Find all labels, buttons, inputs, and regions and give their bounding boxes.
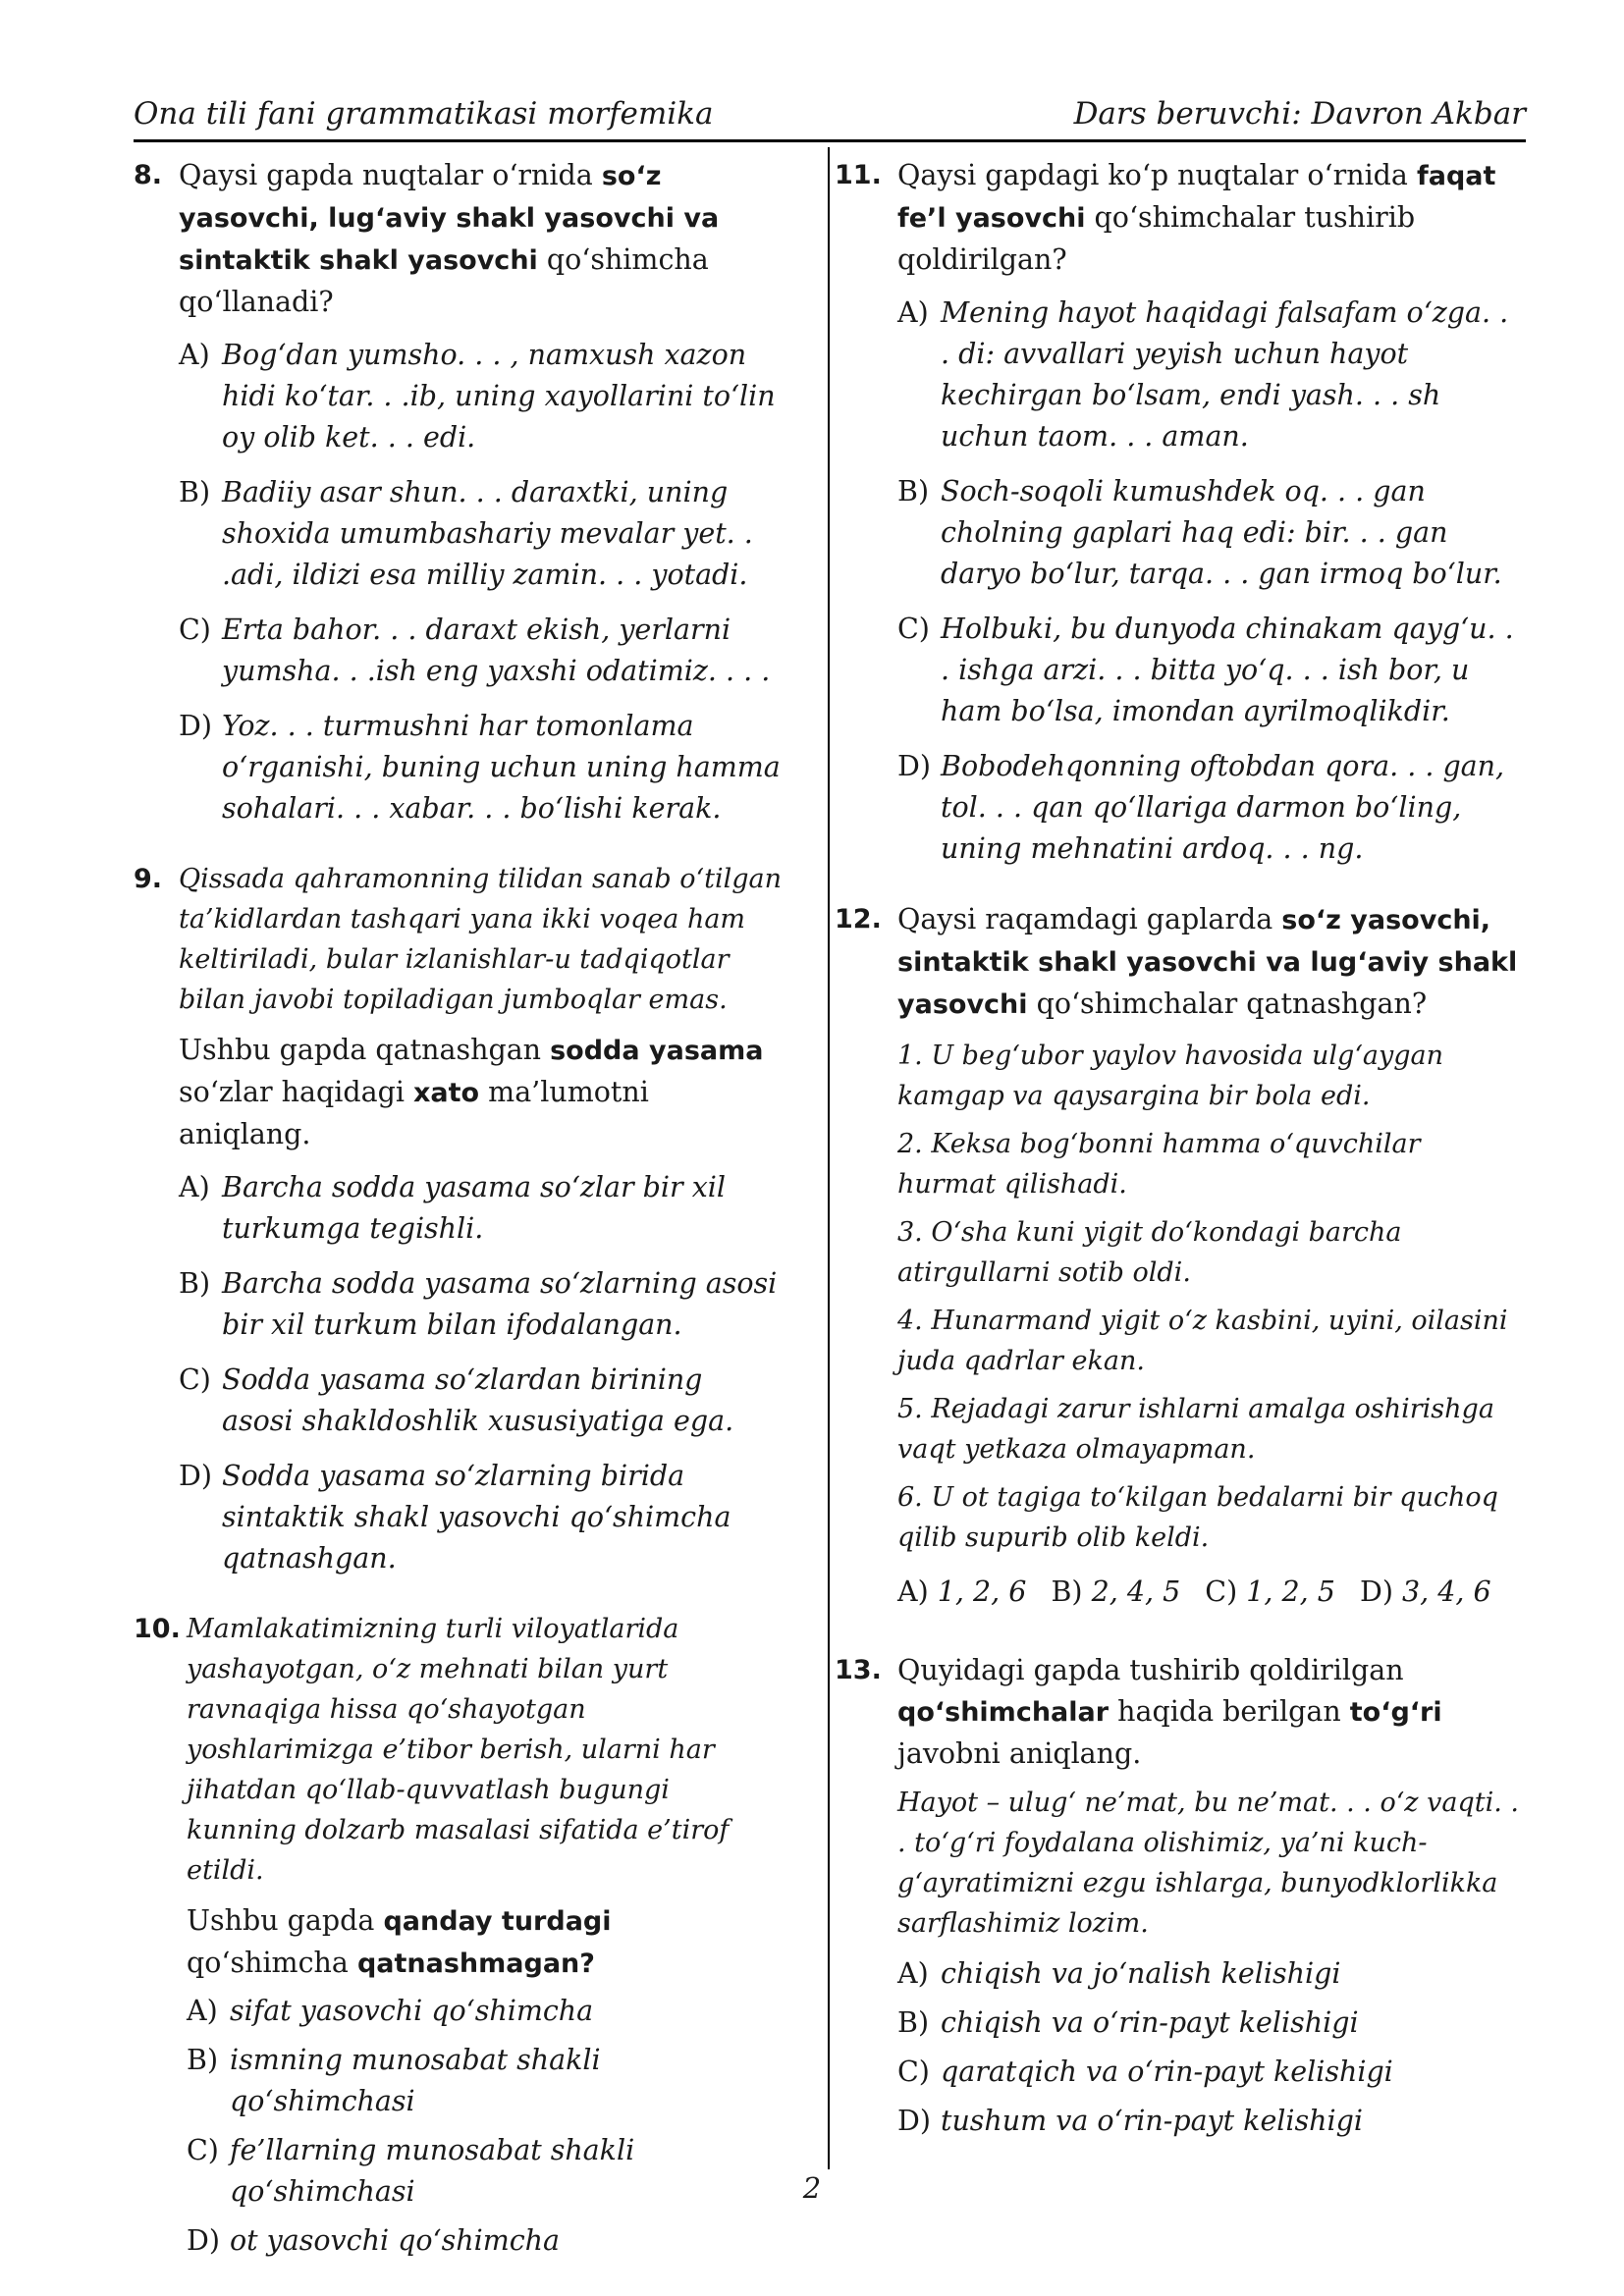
options xyxy=(897,1572,1526,1613)
option-b[interactable]: B) Soch-soqoli kumushdek oq. . . gan cholning gaplari haq edi: bir. . . gan daryo bo‘lur, tarqa. . . gan irmoq bo‘lur. xyxy=(897,475,1502,590)
question-sentence: Mamlakatimizning turli viloyatlarida yashayotgan, o‘z mehnati bilan yurt ravnaqiga hissa qo‘shayotgan yoshlarimizga e’tibor berish, ularni har jihatdan qo‘llab-quvvatlash bugungi kunning dolzarb masalasi sifatida e’tirof etildi. xyxy=(187,1614,730,1886)
header-rule xyxy=(134,139,1526,142)
options xyxy=(179,1167,782,1579)
header-title: Ona tili fani grammatikasi morfemika xyxy=(134,96,714,132)
numbered-sentence: 1. U beg‘ubor yaylov havosida ulg‘aygan kamgap va qaysargina bir bola edi. xyxy=(897,1041,1444,1111)
question-text: Ushbu gapda qatnashgan sodda yasama so‘zlar haqidagi xato ma’lumotni aniqlang. xyxy=(179,1034,764,1150)
question-number: 8. xyxy=(134,160,163,190)
option-c[interactable]: C) qaratqich va o‘rin-payt kelishigi xyxy=(897,2056,1393,2088)
option-d[interactable]: D) Bobodehqonning oftobdan qora. . . gan, tol. . . qan qo‘llariga darmon bo‘ling, uning mehnatini ardoq. . . ng. xyxy=(897,750,1505,865)
option-a[interactable]: A) 1, 2, 6 xyxy=(897,1575,1027,1608)
option-a[interactable]: A) Mening hayot haqidagi falsafam o‘zga. . . di: avvallari yeyish uchun hayot kechirgan bo‘lsam, endi yash. . . sh uchun taom. . . aman. xyxy=(897,296,1509,453)
option-a[interactable]: A) chiqish va jo‘nalish kelishigi xyxy=(897,1957,1341,1990)
options xyxy=(897,293,1526,870)
options xyxy=(179,335,782,829)
option-c[interactable]: C) Sodda yasama so‘zlardan birining asosi shakldoshlik xususiyatiga ega. xyxy=(179,1363,734,1437)
question-text: Qaysi gapdagi ko‘p nuqtalar o‘rnida faqat fe’l yasovchi qo‘shimchalar tushirib qoldirilgan? xyxy=(897,159,1496,276)
question-sentence: Qissada qahramonning tilidan sanab o‘tilgan ta’kidlardan tashqari yana ikki voqea ham keltiriladi, bular izlanishlar-u tadqiqotlar bilan javobi topiladigan jumboqlar emas. xyxy=(179,864,782,1015)
option-d[interactable]: D) 3, 4, 6 xyxy=(1360,1575,1491,1608)
question-text: Quyidagi gapda tushirib qoldirilgan qo‘shimchalar haqida berilgan to‘g‘ri javobni aniqlang. xyxy=(897,1654,1442,1770)
question-10 xyxy=(134,1609,782,2262)
numbered-sentence: 2. Keksa bog‘bonni hamma o‘quvchilar hurmat qilishadi. xyxy=(897,1129,1421,1200)
numbered-sentence: 6. U ot tagiga to‘kilgan bedalarni bir quchoq qilib supurib olib keldi. xyxy=(897,1482,1498,1553)
option-c[interactable]: C) Erta bahor. . . daraxt ekish, yerlarni yumsha. . .ish eng yaxshi odatimiz. . . . xyxy=(179,614,771,687)
option-a[interactable]: A) sifat yasovchi qo‘shimcha xyxy=(187,1995,594,2027)
option-a[interactable]: A) Bog‘dan yumsho. . . , namxush xazon hidi ko‘tar. . .ib, uning xayollarini to‘lin oy olib ket. . . edi. xyxy=(179,339,776,454)
question-number: 9. xyxy=(134,864,163,894)
question-text: Qaysi gapda nuqtalar o‘rnida so‘z yasovchi, lug‘aviy shakl yasovchi va sintaktik shakl yasovchi qo‘shimcha qo‘llanadi? xyxy=(179,159,720,318)
question-8 xyxy=(134,155,782,829)
option-c[interactable]: C) fe’llarning munosabat shakli qo‘shimchasi xyxy=(187,2134,635,2208)
options xyxy=(897,1953,1526,2142)
option-b[interactable]: B) 2, 4, 5 xyxy=(1051,1575,1181,1608)
option-b[interactable]: B) Barcha sodda yasama so‘zlarning asosi bir xil turkum bilan ifodalangan. xyxy=(179,1267,778,1341)
question-12 xyxy=(835,899,1526,1613)
options xyxy=(187,1991,782,2262)
sentence-list xyxy=(897,1036,1526,1558)
option-d[interactable]: D) tushum va o‘rin-payt kelishigi xyxy=(897,2105,1363,2137)
right-column xyxy=(835,155,1526,2150)
question-11 xyxy=(835,155,1526,870)
option-a[interactable]: A) Barcha sodda yasama so‘zlar bir xil turkumga tegishli. xyxy=(179,1171,727,1245)
option-d[interactable]: D) Yoz. . . turmushni har tomonlama o‘rganishi, buning uchun uning hamma sohalari. . . xabar. . . bo‘lishi kerak. xyxy=(179,710,781,825)
question-number: 11. xyxy=(835,160,882,190)
option-d[interactable]: D) Sodda yasama so‘zlarning birida sintaktik shakl yasovchi qo‘shimcha qatnashgan. xyxy=(179,1460,731,1575)
header-teacher: Dars beruvchi: Davron Akbar xyxy=(1073,96,1526,132)
column-divider xyxy=(828,147,830,2169)
question-9 xyxy=(134,859,782,1579)
question-sentence: Hayot – ulug‘ ne’mat, bu ne’mat. . . o‘z vaqti. . . to‘g‘ri foydalana olishimiz, ya’ni kuch-g‘ayratimizni ezgu ishlarga, bunyodklorlikka sarflashimiz lozim. xyxy=(897,1788,1519,1939)
option-b[interactable]: B) chiqish va o‘rin-payt kelishigi xyxy=(897,2006,1359,2039)
question-number: 12. xyxy=(835,904,882,934)
option-b[interactable]: B) ismning munosabat shakli qo‘shimchasi xyxy=(187,2044,601,2117)
option-d[interactable]: D) ot yasovchi qo‘shimcha xyxy=(187,2224,561,2257)
question-text: Ushbu gapda qanday turdagi qo‘shimcha qatnashmagan? xyxy=(187,1904,612,1979)
option-b[interactable]: B) Badiiy asar shun. . . daraxtki, uning shoxida umumbashariy mevalar yet. . .adi, ildizi esa milliy zamin. . . yotadi. xyxy=(179,476,753,591)
numbered-sentence: 5. Rejadagi zarur ishlarni amalga oshirishga vaqt yetkaza olmayapman. xyxy=(897,1394,1494,1465)
numbered-sentence: 4. Hunarmand yigit o‘z kasbini, uyini, oilasini juda qadrlar ekan. xyxy=(897,1306,1508,1376)
question-number: 13. xyxy=(835,1655,882,1685)
page-header xyxy=(134,96,1526,139)
question-13 xyxy=(835,1650,1526,2142)
option-c[interactable]: C) Holbuki, bu dunyoda chinakam qayg‘u. . . ishga arzi. . . bitta yo‘q. . . ish bor, u ham bo‘lsa, imondan ayrilmoqlikdir. xyxy=(897,613,1514,727)
numbered-sentence: 3. O‘sha kuni yigit do‘kondagi barcha atirgullarni sotib oldi. xyxy=(897,1217,1402,1288)
page-number: 2 xyxy=(802,2171,822,2205)
option-c[interactable]: C) 1, 2, 5 xyxy=(1205,1575,1335,1608)
left-column xyxy=(134,155,782,2269)
question-number: 10. xyxy=(134,1614,181,1644)
question-text: Qaysi raqamdagi gaplarda so‘z yasovchi, sintaktik shakl yasovchi va lug‘aviy shakl yasovchi qo‘shimchalar qatnashgan? xyxy=(897,903,1518,1020)
